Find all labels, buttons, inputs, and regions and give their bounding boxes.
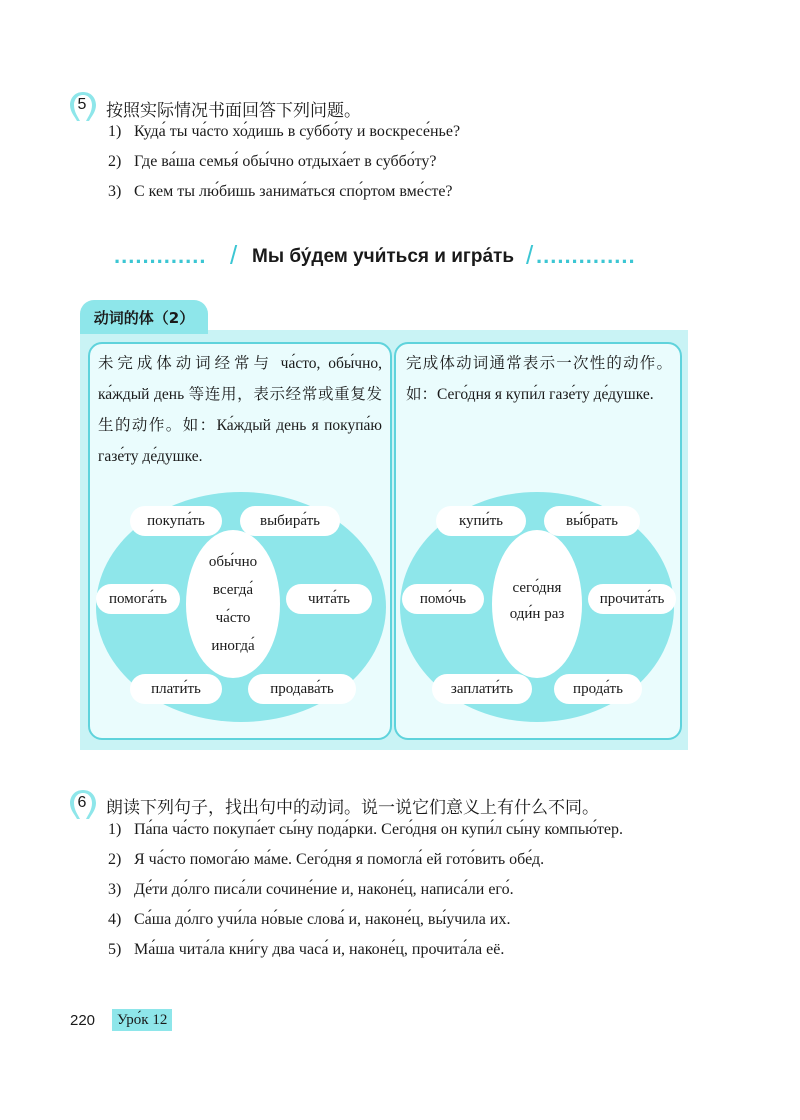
exercise-5-task: 按照实际情况书面回答下列问题。 (106, 101, 361, 121)
perfective-panel (394, 342, 682, 740)
exercise-6-item: 5) Ма́ша чита́ла кни́гу два часа́ и, наконе́ц, прочита́ла её. (108, 941, 505, 958)
section-slash-left: / (230, 240, 238, 270)
section-dots-left: ............. (114, 243, 207, 268)
exercise-6-task: 朗读下列句子，找出句中的动词。说一说它们意义上有什么不同。 (106, 798, 599, 818)
imperfective-explanation: 未完成体动词经常与 ча́сто, обы́чно, ка́ждый день 等连用，表示经常或重复发生的动作。如：Ка́ждый день я покупа́ю газе́ту де́душке. (98, 355, 382, 465)
adverb-label: иногда́ (211, 638, 255, 654)
verb-pill: плати́ть (130, 674, 222, 704)
verb-pill: чита́ть (286, 584, 372, 614)
time-label: сего́дня (512, 580, 562, 596)
time-label: оди́н раз (509, 606, 565, 622)
verb-pill: покупа́ть (130, 506, 222, 536)
exercise-6-item: 2) Я ча́сто помога́ю ма́ме. Сего́дня я помогла́ ей гото́вить обе́д. (108, 851, 545, 868)
verb-pill: помога́ть (96, 584, 180, 614)
exercise-6-number-badge: 6 (68, 788, 96, 820)
verb-pill: купи́ть (436, 506, 526, 536)
exercise-5-item: 3) С кем ты лю́бишь занима́ться спо́ртом вме́сте? (108, 183, 453, 200)
verb-pill: выбира́ть (240, 506, 340, 536)
perfective-explanation: 完成体动词通常表示一次性的动作。如：Сего́дня я купи́л газе́ту де́душке. (406, 355, 672, 403)
exercise-6-item: 1) Па́па ча́сто покупа́ет сы́ну пода́рки. Сего́дня он купи́л сы́ну компью́тер. (108, 821, 623, 838)
exercise-6-item: 3) Де́ти до́лго писа́ли сочине́ние и, наконе́ц, написа́ли его́. (108, 881, 514, 898)
adverb-label: всегда́ (212, 582, 254, 598)
section-slash-right: / (526, 240, 534, 270)
section-title: Мы бу́дем учи́ться и игра́ть (252, 246, 515, 267)
exercise-6-item: 4) Са́ша до́лго учи́ла но́вые слова́ и, наконе́ц, вы́учила их. (108, 911, 511, 928)
verb-pill: помо́чь (402, 584, 484, 614)
section-dots-right: .............. (536, 243, 636, 268)
verb-pill: прочита́ть (588, 584, 676, 614)
exercise-5-item: 1) Куда́ ты ча́сто хо́дишь в суббо́ту и воскресе́нье? (108, 123, 461, 140)
verb-pill: вы́брать (544, 506, 640, 536)
verb-pill: прода́ть (554, 674, 642, 704)
lesson-label: Уро́к 12 (112, 1009, 172, 1031)
imperfective-diagram-center (186, 530, 280, 678)
verb-pill: продава́ть (248, 674, 356, 704)
exercise-5-item: 2) Где ва́ша семья́ обы́чно отдыха́ет в суббо́ту? (108, 153, 437, 170)
imperfective-panel (88, 342, 392, 740)
verb-pill: заплати́ть (432, 674, 532, 704)
exercise-5-number-badge: 5 (68, 90, 96, 122)
adverb-label: ча́сто (215, 610, 251, 626)
page-number: 220 (70, 1012, 96, 1029)
grammar-tab-label: 动词的体（2） (80, 300, 208, 334)
perfective-diagram-center (492, 530, 582, 678)
adverb-label: обы́чно (208, 554, 258, 570)
